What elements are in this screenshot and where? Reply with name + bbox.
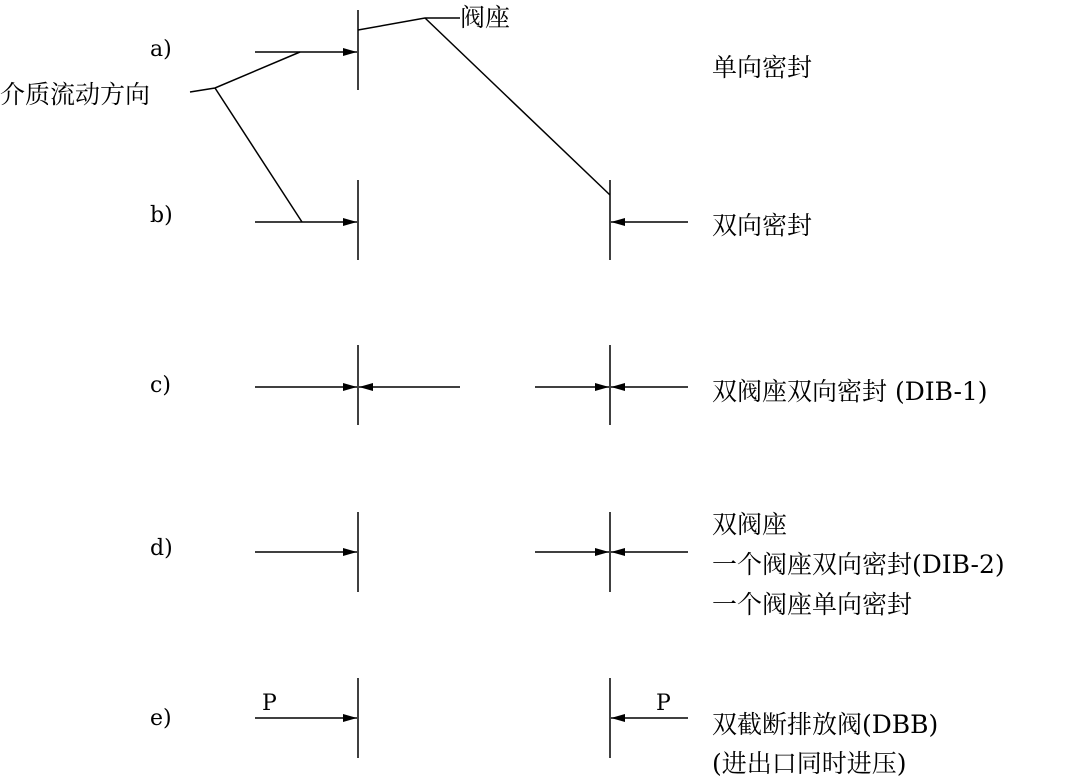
row-description-line-3: 一个阀座单向密封 <box>712 590 913 619</box>
row-e <box>150 678 938 778</box>
row-description: 双向密封 <box>712 211 813 240</box>
row-c <box>150 345 988 425</box>
row-label: a) <box>150 37 172 62</box>
row-d <box>150 510 1005 619</box>
pressure-label-left: P <box>262 691 277 716</box>
row-b <box>150 180 812 260</box>
seat-leader-line-a <box>358 18 460 30</box>
flow-leader-line-b <box>215 88 302 222</box>
row-label: e) <box>150 706 172 731</box>
row-description-line-2: (进出口同时进压) <box>712 749 907 778</box>
row-description: 双阀座双向密封 (DIB-1) <box>712 377 988 406</box>
row-description-line-1: 双阀座 <box>712 510 788 539</box>
pressure-label-right: P <box>656 691 671 716</box>
flow-leader-line-a <box>190 52 300 92</box>
row-label: d) <box>150 536 173 561</box>
row-description-line-2: 一个阀座双向密封(DIB-2) <box>712 550 1005 579</box>
flow-direction-callout-label: 介质流动方向 <box>0 80 151 109</box>
seat-leader-line-b <box>425 18 610 195</box>
row-description-line-1: 双截断排放阀(DBB) <box>712 710 939 739</box>
row-label: b) <box>150 203 173 228</box>
seat-callout-label: 阀座 <box>460 3 511 32</box>
row-label: c) <box>150 373 171 398</box>
row-description: 单向密封 <box>712 53 813 82</box>
